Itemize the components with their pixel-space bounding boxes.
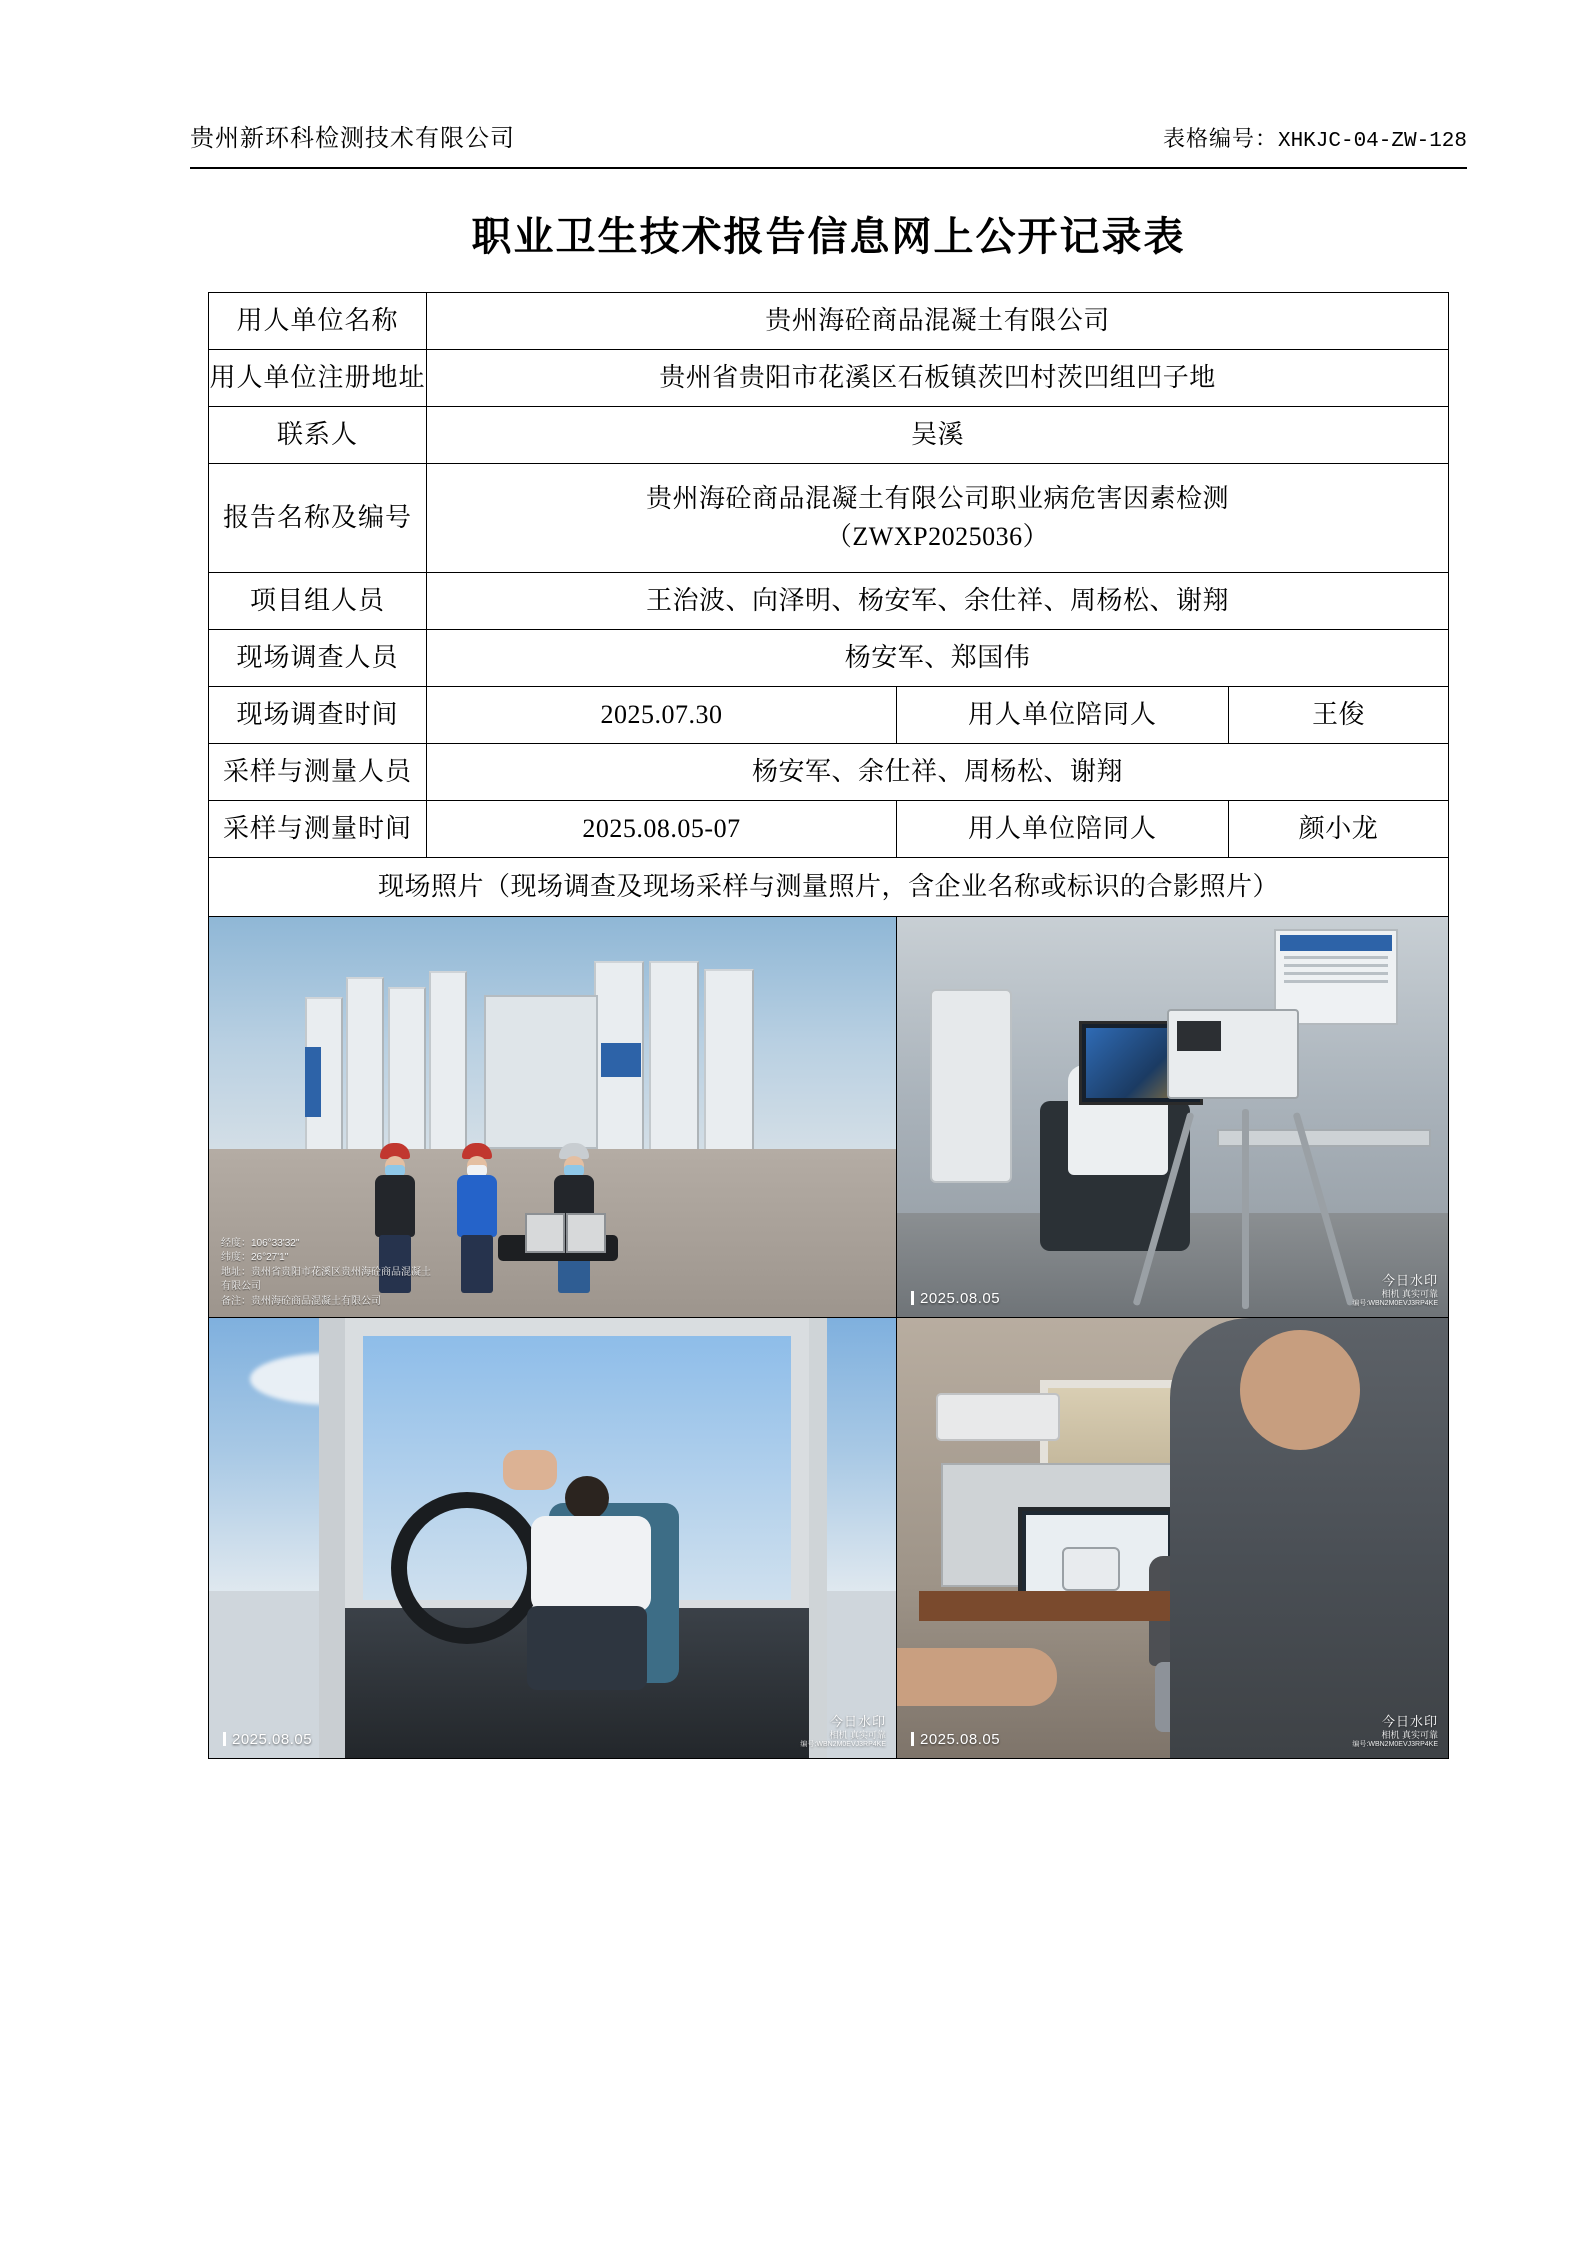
row-label-accompanier-sampling: 用人单位陪同人 [897,801,1229,858]
row-value-survey-staff: 杨安军、郑国伟 [427,630,1449,687]
row-label-accompanier-survey: 用人单位陪同人 [897,687,1229,744]
row-value-project-team: 王治波、向泽明、杨安军、余仕祥、周杨松、谢翔 [427,573,1449,630]
row-label-sampling-date: 采样与测量时间 [209,801,427,858]
row-label-project-team: 项目组人员 [209,573,427,630]
row-label-contact-person: 联系人 [209,407,427,464]
watermark-line-3: 编号:WBN2M0EVJ3RP4KE [800,1741,886,1749]
table-row [209,630,1449,687]
row-label-registered-address: 用人单位注册地址 [209,350,427,407]
watermark-line-2: 相机 真实可靠 [829,1730,886,1740]
photo-geo-stamp [221,1237,431,1310]
photo-watermark [800,1714,886,1750]
watermark-line-1: 今日水印 [1381,1713,1438,1729]
table-row [209,573,1449,630]
stamp-latitude: 纬度：26°27'1" [221,1252,289,1263]
document-header [190,118,1467,169]
photo-row [209,1318,1449,1759]
photo-date-stamp [223,1731,312,1748]
stamp-address-1: 地址：贵州省贵阳市花溪区贵州海砼商品混凝土 [221,1266,431,1278]
row-label-survey-staff: 现场调查人员 [209,630,427,687]
photo-cell-truck-cab [209,1318,897,1759]
row-value-employer-name: 贵州海砼商品混凝土有限公司 [427,293,1449,350]
table-row [209,293,1449,350]
table-row [209,744,1449,801]
form-number-label: 表格编号： [1162,126,1278,151]
form-number-value: XHKJC-04-ZW-128 [1277,130,1467,153]
page-title: 职业卫生技术报告信息网上公开记录表 [471,214,1186,259]
watermark-line-1: 今日水印 [1381,1272,1438,1288]
watermark-line-3: 编号:WBN2M0EVJ3RP4KE [1352,1741,1438,1749]
watermark-line-3: 编号:WBN2M0EVJ3RP4KE [1352,1300,1438,1308]
row-label-survey-date: 现场调查时间 [209,687,427,744]
photo-truck-cab [209,1318,896,1758]
row-value-registered-address: 贵州省贵阳市花溪区石板镇茨凹村茨凹组凹子地 [427,350,1449,407]
photo-date-text: 2025.08.05 [920,1290,1001,1307]
row-value-contact-person: 吴溪 [427,407,1449,464]
photo-cell-site-group [209,917,897,1318]
row-value-survey-date: 2025.07.30 [427,687,897,744]
watermark-line-2: 相机 真实可靠 [1381,1289,1438,1299]
table-row [209,687,1449,744]
form-number [1163,122,1467,153]
stamp-longitude: 经度：106°33'32" [221,1237,300,1249]
stamp-note: 备注：贵州海砼商品混凝土有限公司 [221,1295,381,1307]
table-row [209,801,1449,858]
watermark-line-1: 今日水印 [829,1713,886,1729]
record-table [208,292,1449,1759]
photos-section-header: 现场照片（现场调查及现场采样与测量照片，含企业名称或标识的合影照片） [209,858,1449,917]
photo-row [209,917,1449,1318]
photo-cell-lab-instrument [897,917,1449,1318]
row-label-sampling-staff: 采样与测量人员 [209,744,427,801]
photo-site-group [209,917,896,1317]
table-row [209,407,1449,464]
photo-lab-instrument [897,917,1448,1317]
table-row [209,350,1449,407]
photo-date-text: 2025.08.05 [232,1731,313,1748]
table-row [209,858,1449,917]
photo-cell-office-measurement [897,1318,1449,1759]
photo-date-stamp [911,1731,1000,1748]
row-label-report-name-no: 报告名称及编号 [209,464,427,573]
report-number: （ZWXP2025036） [825,522,1050,551]
row-value-sampling-staff: 杨安军、余仕祥、周杨松、谢翔 [427,744,1449,801]
row-value-report-name-no [427,464,1449,573]
row-value-accompanier-sampling: 颜小龙 [1229,801,1449,858]
report-name: 贵州海砼商品混凝土有限公司职业病危害因素检测 [645,484,1229,514]
photo-date-text: 2025.08.05 [920,1731,1001,1748]
stamp-address-2: 有限公司 [221,1281,261,1292]
photo-date-stamp [911,1290,1000,1307]
photo-office-measurement [897,1318,1448,1758]
row-label-employer-name: 用人单位名称 [209,293,427,350]
table-row [209,464,1449,573]
photo-watermark [1352,1714,1438,1750]
row-value-accompanier-survey: 王俊 [1229,687,1449,744]
watermark-line-2: 相机 真实可靠 [1381,1730,1438,1740]
issuing-company-name: 贵州新环科检测技术有限公司 [190,125,515,152]
photo-watermark [1352,1273,1438,1309]
row-value-sampling-date: 2025.08.05-07 [427,801,897,858]
